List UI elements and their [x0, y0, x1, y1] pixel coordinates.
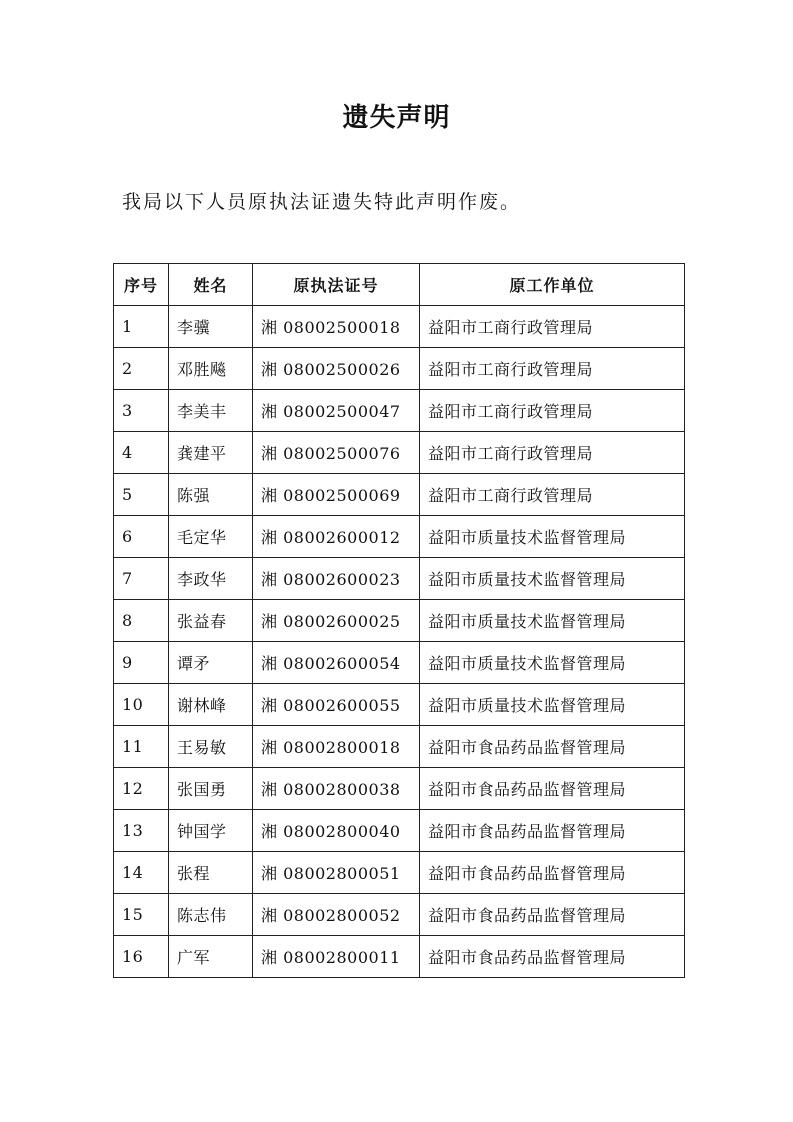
page-title: 遗失声明 [342, 103, 451, 133]
table-row [114, 936, 685, 978]
cell-name: 广军 [169, 936, 253, 978]
cell-name: 谭矛 [169, 642, 253, 684]
cell-name: 张益春 [169, 600, 253, 642]
cell-unit: 益阳市工商行政管理局 [420, 306, 685, 348]
cell-no: 13 [114, 810, 169, 852]
table-header-row [114, 264, 685, 306]
cell-no: 5 [114, 474, 169, 516]
cell-cert: 湘 08002600023 [253, 558, 420, 600]
header-no: 序号 [114, 264, 169, 306]
cell-cert: 湘 08002500026 [253, 348, 420, 390]
cell-name: 张程 [169, 852, 253, 894]
cell-unit: 益阳市工商行政管理局 [420, 348, 685, 390]
cell-unit: 益阳市质量技术监督管理局 [420, 600, 685, 642]
cell-no: 6 [114, 516, 169, 558]
table-row [114, 726, 685, 768]
cell-unit: 益阳市工商行政管理局 [420, 390, 685, 432]
table-row [114, 474, 685, 516]
cell-name: 陈强 [169, 474, 253, 516]
cell-cert: 湘 08002800038 [253, 768, 420, 810]
table-row [114, 348, 685, 390]
cell-cert: 湘 08002500018 [253, 306, 420, 348]
table-row [114, 852, 685, 894]
table-row [114, 810, 685, 852]
cell-name: 邓胜飚 [169, 348, 253, 390]
table-row [114, 516, 685, 558]
header-unit: 原工作单位 [420, 264, 685, 306]
cell-cert: 湘 08002600012 [253, 516, 420, 558]
cell-no: 10 [114, 684, 169, 726]
cell-unit: 益阳市食品药品监督管理局 [420, 726, 685, 768]
table-row [114, 390, 685, 432]
cell-unit: 益阳市食品药品监督管理局 [420, 810, 685, 852]
cell-unit: 益阳市工商行政管理局 [420, 432, 685, 474]
cell-name: 陈志伟 [169, 894, 253, 936]
cell-name: 钟国学 [169, 810, 253, 852]
cell-cert: 湘 08002500076 [253, 432, 420, 474]
header-cert: 原执法证号 [253, 264, 420, 306]
cell-cert: 湘 08002800051 [253, 852, 420, 894]
table-row [114, 600, 685, 642]
cell-cert: 湘 08002800018 [253, 726, 420, 768]
cell-no: 4 [114, 432, 169, 474]
cell-name: 王易敏 [169, 726, 253, 768]
cell-no: 9 [114, 642, 169, 684]
cell-no: 12 [114, 768, 169, 810]
cell-cert: 湘 08002500069 [253, 474, 420, 516]
intro-paragraph: 我局以下人员原执法证遗失特此声明作废。 [122, 191, 522, 213]
cell-no: 7 [114, 558, 169, 600]
cell-cert: 湘 08002600054 [253, 642, 420, 684]
cell-cert: 湘 08002800011 [253, 936, 420, 978]
cell-unit: 益阳市食品药品监督管理局 [420, 894, 685, 936]
cell-name: 毛定华 [169, 516, 253, 558]
cell-name: 李骥 [169, 306, 253, 348]
cell-no: 11 [114, 726, 169, 768]
cell-no: 1 [114, 306, 169, 348]
cell-cert: 湘 08002800052 [253, 894, 420, 936]
cell-name: 谢林峰 [169, 684, 253, 726]
header-name: 姓名 [169, 264, 253, 306]
cell-no: 15 [114, 894, 169, 936]
cell-cert: 湘 08002600055 [253, 684, 420, 726]
table-row [114, 306, 685, 348]
table-row [114, 894, 685, 936]
cell-unit: 益阳市质量技术监督管理局 [420, 558, 685, 600]
cell-no: 3 [114, 390, 169, 432]
roster-table [113, 263, 685, 978]
table-row [114, 642, 685, 684]
cell-no: 16 [114, 936, 169, 978]
cell-no: 2 [114, 348, 169, 390]
cell-cert: 湘 08002500047 [253, 390, 420, 432]
table-row [114, 684, 685, 726]
cell-no: 8 [114, 600, 169, 642]
cell-unit: 益阳市食品药品监督管理局 [420, 768, 685, 810]
table-body [114, 306, 685, 978]
table-row [114, 558, 685, 600]
cell-name: 李政华 [169, 558, 253, 600]
table-row [114, 768, 685, 810]
cell-no: 14 [114, 852, 169, 894]
cell-unit: 益阳市质量技术监督管理局 [420, 642, 685, 684]
cell-name: 龚建平 [169, 432, 253, 474]
cell-cert: 湘 08002600025 [253, 600, 420, 642]
cell-unit: 益阳市工商行政管理局 [420, 474, 685, 516]
cell-name: 李美丰 [169, 390, 253, 432]
cell-unit: 益阳市质量技术监督管理局 [420, 516, 685, 558]
cell-unit: 益阳市食品药品监督管理局 [420, 852, 685, 894]
table-row [114, 432, 685, 474]
cell-cert: 湘 08002800040 [253, 810, 420, 852]
cell-unit: 益阳市食品药品监督管理局 [420, 936, 685, 978]
cell-unit: 益阳市质量技术监督管理局 [420, 684, 685, 726]
cell-name: 张国勇 [169, 768, 253, 810]
